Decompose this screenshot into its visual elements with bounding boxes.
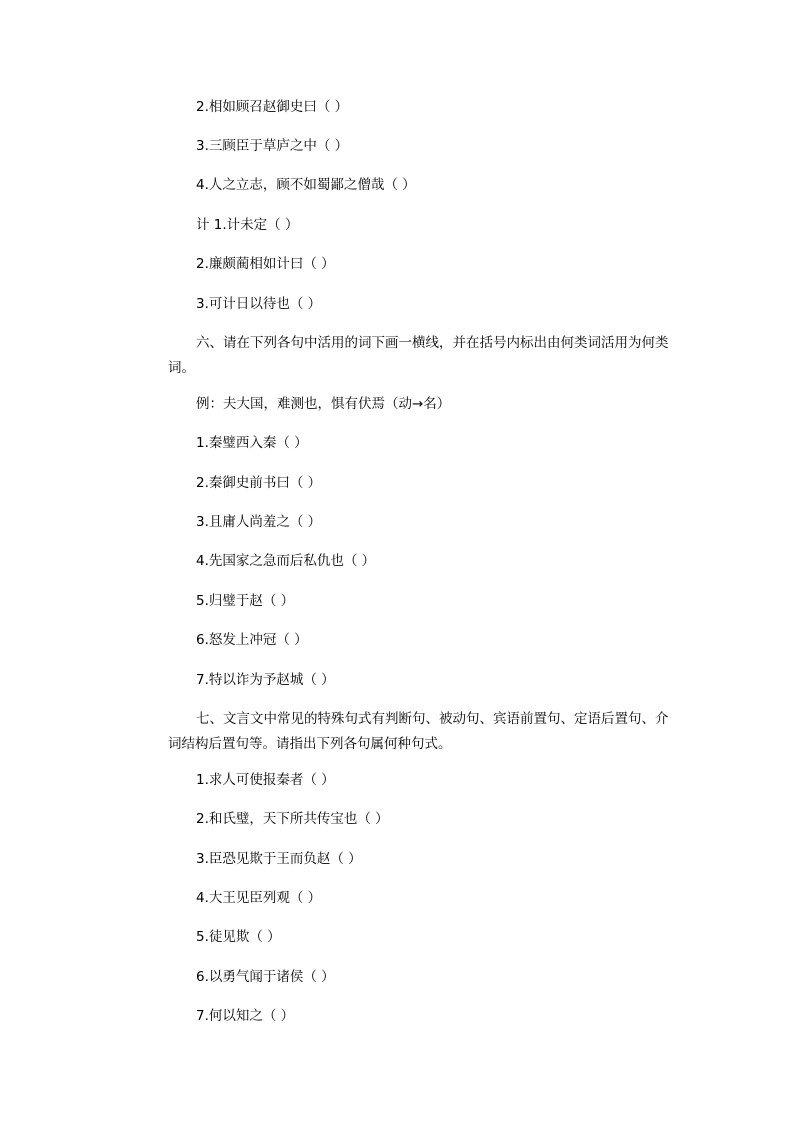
exercise-line-gu-2: 2.相如顾召赵御史曰（ ） [196, 99, 349, 115]
section-7-item: 3.臣恐见欺于王而负赵（ ） [196, 851, 362, 867]
section-6-item: 6.怒发上冲冠（ ） [196, 632, 308, 648]
section-6-heading [168, 331, 678, 381]
section-7-item: 5.徒见欺（ ） [196, 929, 281, 945]
exercise-line-ji-2: 2.廉颇蔺相如计曰（ ） [196, 256, 335, 272]
section-7-heading [168, 707, 678, 757]
section-6-item: 4.先国家之急而后私仇也（ ） [196, 553, 376, 569]
exercise-line-gu-4: 4.人之立志，顾不如蜀鄙之僧哉（ ） [196, 177, 416, 193]
section-7-item: 2.和氏璧，天下所共传宝也（ ） [196, 811, 389, 827]
section-6-item: 2.秦御史前书曰（ ） [196, 475, 322, 491]
section-6-item: 3.且庸人尚羞之（ ） [196, 514, 322, 530]
section-7-item: 6.以勇气闻于诸侯（ ） [196, 969, 335, 985]
section-6-example: 例：夫大国，难测也，惧有伏焉（动→名） [196, 396, 451, 412]
section-6-item: 5.归璧于赵（ ） [196, 593, 295, 609]
section-7-item: 1.求人可使报秦者（ ） [196, 772, 335, 788]
section-7-item: 4.大王见臣列观（ ） [196, 890, 322, 906]
exercise-line-ji-3: 3.可计日以待也（ ） [196, 296, 322, 312]
section-6-item: 7.特以诈为予赵城（ ） [196, 672, 335, 688]
section-6-heading-text: 六、请在下列各句中活用的词下画一横线，并在括号内标出由何类词活用为何类词。 [168, 335, 669, 376]
section-6-item: 1.秦璧西入秦（ ） [196, 435, 308, 451]
section-7-item: 7.何以知之（ ） [196, 1008, 295, 1024]
section-7-heading-text: 七、文言文中常见的特殊句式有判断句、被动句、宾语前置句、定语后置句、介词结构后置句等。请指出下列各句属何种句式。 [168, 711, 669, 752]
exercise-line-ji-1: 计 1.计未定（ ） [196, 217, 299, 233]
exercise-line-gu-3: 3.三顾臣于草庐之中（ ） [196, 138, 349, 154]
